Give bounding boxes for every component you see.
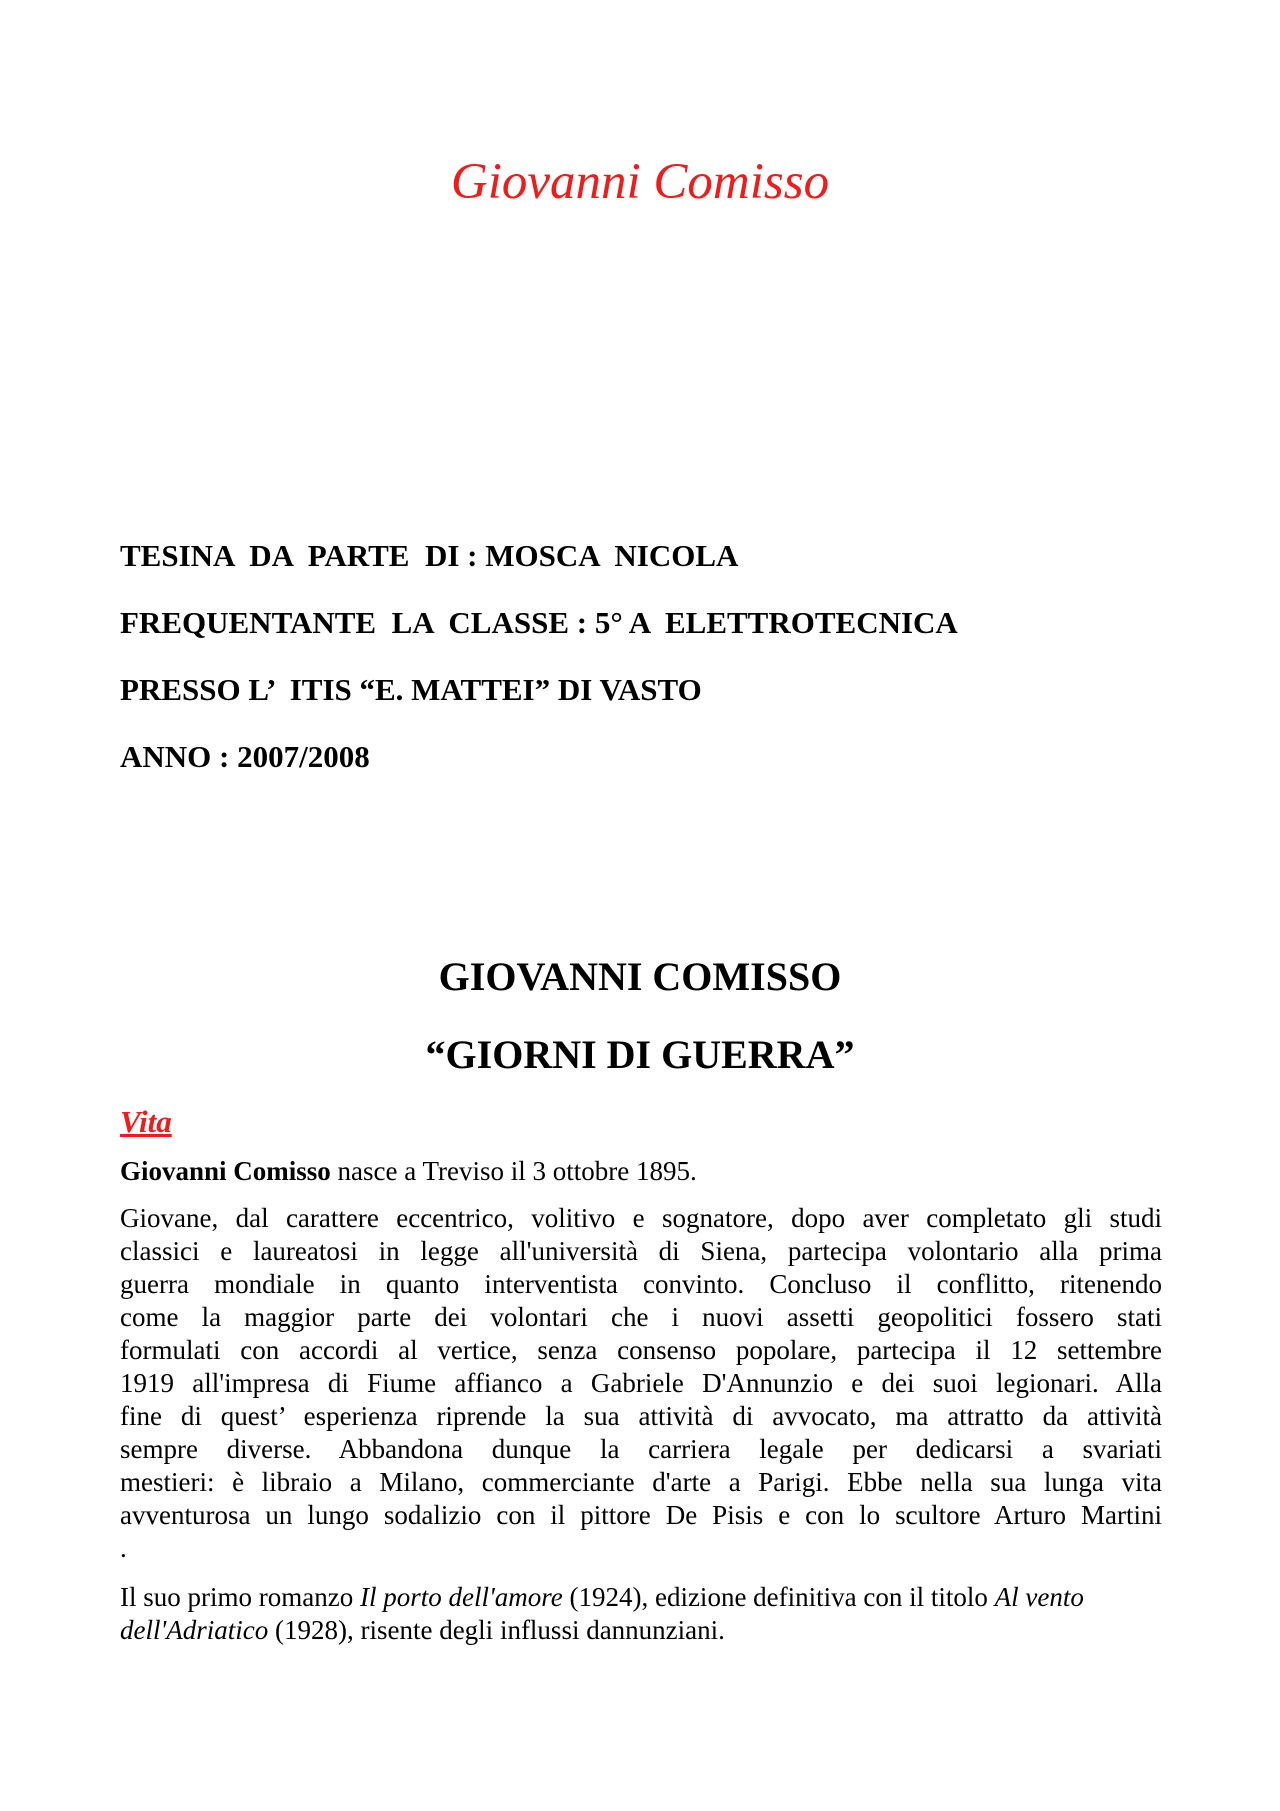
document-title: Giovanni Comisso — [450, 154, 830, 210]
text-line: . — [120, 1533, 127, 1563]
text-line: fine di quest’ esperienza riprende la sua attività di avvocato, ma attratto da attività — [120, 1401, 1162, 1431]
info-class: FREQUENTANTE LA CLASSE : 5° A ELETTROTECNICA — [120, 605, 958, 640]
text-line: come la maggior parte dei volontari che i nuovi assetti geopolitici fossero stati — [120, 1302, 1162, 1332]
novel-text: (1924), edizione definitiva con il titolo — [562, 1582, 995, 1612]
section-title-vita: Vita — [120, 1104, 172, 1139]
author-name: Giovanni Comisso — [120, 1156, 331, 1186]
heading-author: GIOVANNI COMISSO — [438, 954, 842, 999]
novel-text: (1928), risente degli influssi dannunziani. — [268, 1615, 725, 1645]
paragraph-biography — [120, 1202, 1162, 1565]
text-line: mestieri: è libraio a Milano, commerciante d'arte a Parigi. Ebbe nella sua lunga vita — [120, 1467, 1162, 1497]
text-line: Giovane, dal carattere eccentrico, volitivo e sognatore, dopo aver completato gli studi — [120, 1203, 1162, 1233]
info-year: ANNO : 2007/2008 — [120, 739, 370, 774]
main-heading — [0, 953, 1280, 1109]
text-line: 1919 all'impresa di Fiume affianco a Gabriele D'Annunzio e dei suoi legionari. Alla — [120, 1368, 1162, 1398]
novel-title: Il porto dell'amore — [359, 1582, 563, 1612]
text-line: formulati con accordi al vertice, senza consenso popolare, partecipa il 12 settembre — [120, 1335, 1162, 1365]
paragraph-first-novel — [120, 1581, 1162, 1647]
text-line: guerra mondiale in quanto interventista convinto. Concluso il conflitto, ritenendo — [120, 1269, 1162, 1299]
heading-work: “GIORNI DI GUERRA” — [425, 1032, 855, 1077]
birth-text: nasce a Treviso il 3 ottobre 1895. — [330, 1156, 697, 1186]
student-info — [120, 538, 958, 806]
novel-title-final: Al vento dell'Adriatico — [120, 1582, 1084, 1645]
text-line: classici e laureatosi in legge all'università di Siena, partecipa volontario alla prima — [120, 1236, 1162, 1266]
text-line: sempre diverse. Abbandona dunque la carriera legale per dedicarsi a svariati — [120, 1434, 1162, 1464]
text-line: avventurosa un lungo sodalizio con il pittore De Pisis e con lo scultore Arturo Martini — [120, 1500, 1162, 1530]
paragraph-birth — [120, 1155, 1162, 1188]
info-school: PRESSO L’ ITIS “E. MATTEI” DI VASTO — [120, 672, 702, 707]
info-author: TESINA DA PARTE DI : MOSCA NICOLA — [120, 538, 739, 573]
novel-text: Il suo primo romanzo — [120, 1582, 360, 1612]
